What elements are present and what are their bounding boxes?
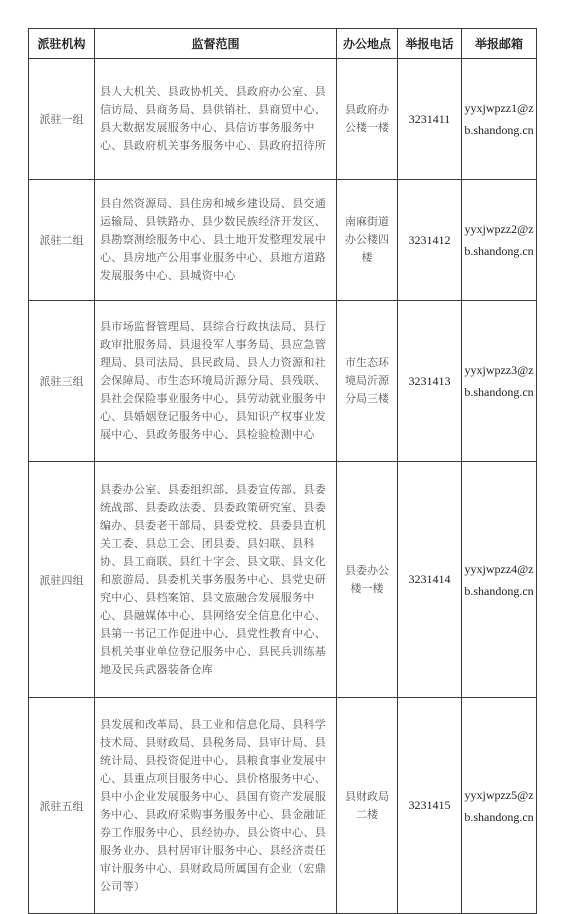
email-cell: yyxjwpzz1@zb.shandong.cn — [462, 59, 537, 180]
unit-cell: 派驻一组 — [29, 59, 95, 180]
scope-cell: 县市场监督管理局、县综合行政执法局、县行政审批服务局、县退役军人事务局、县应急管理局、县司法局、县民政局、县人力资源和社会保障局、市生态环境局沂源分局、县残联、县社会保险事业服务中心、县劳动就业服务中心、县婚姻登记服务中心、县知识产权事业发展中心、县政务服务中心、县检验检测中心 — [95, 301, 337, 462]
scope-cell: 县发展和改革局、县工业和信息化局、县科学技术局、县财政局、县税务局、县审计局、县统计局、县投资促进中心、县粮食事业发展中心、县重点项目服务中心、县价格服务中心、县中小企业发展服务中心、县国有资产发展服务中心、县政府采购事务服务中心、县金融证券工作服务中心、县经协办、县公资中心、县服务业办、县村居审计服务中心、县经济责任审计服务中心、县财政局所属国有企业（宏鼎公司等） — [95, 698, 337, 914]
table-row — [29, 698, 537, 914]
header-scope: 监督范围 — [95, 29, 337, 59]
place-cell: 县委办公楼一楼 — [337, 462, 398, 698]
phone-cell: 3231412 — [398, 180, 462, 301]
unit-cell: 派驻五组 — [29, 698, 95, 914]
header-email: 举报邮箱 — [462, 29, 537, 59]
scope-cell: 县人大机关、县政协机关、县政府办公室、县信访局、县商务局、县供销社、县商贸中心、县大数据发展服务中心、县信访事务服务中心、县政府机关事务服务中心、县政府招待所 — [95, 59, 337, 180]
phone-cell: 3231414 — [398, 462, 462, 698]
place-cell: 县政府办公楼一楼 — [337, 59, 398, 180]
table-row — [29, 180, 537, 301]
header-unit: 派驻机构 — [29, 29, 95, 59]
unit-cell: 派驻三组 — [29, 301, 95, 462]
header-place: 办公地点 — [337, 29, 398, 59]
scope-cell: 县自然资源局、县住房和城乡建设局、县交通运输局、县铁路办、县少数民族经济开发区、县勘察测绘服务中心、县土地开发整理发展中心、县房地产公用事业服务中心、县地方道路发展服务中心、县城资中心 — [95, 180, 337, 301]
phone-cell: 3231413 — [398, 301, 462, 462]
unit-cell: 派驻二组 — [29, 180, 95, 301]
email-cell: yyxjwpzz5@zb.shandong.cn — [462, 698, 537, 914]
table-row — [29, 462, 537, 698]
phone-cell: 3231415 — [398, 698, 462, 914]
table-header-row — [29, 29, 537, 59]
place-cell: 南麻街道办公楼四楼 — [337, 180, 398, 301]
place-cell: 市生态环境局沂源分局三楼 — [337, 301, 398, 462]
email-cell: yyxjwpzz4@zb.shandong.cn — [462, 462, 537, 698]
header-phone: 举报电话 — [398, 29, 462, 59]
email-cell: yyxjwpzz2@zb.shandong.cn — [462, 180, 537, 301]
table-row — [29, 59, 537, 180]
phone-cell: 3231411 — [398, 59, 462, 180]
supervision-table — [28, 28, 537, 914]
place-cell: 县财政局二楼 — [337, 698, 398, 914]
email-cell: yyxjwpzz3@zb.shandong.cn — [462, 301, 537, 462]
scope-cell: 县委办公室、县委组织部、县委宣传部、县委统战部、县委政法委、县委政策研究室、县委编办、县委老干部局、县委党校、县委县直机关工委、县总工会、团县委、县妇联、县科协、县工商联、县红十字会、县文联、县文化和旅游局、县委机关事务服务中心、县党史研究中心、县档案馆、县文旅融合发展服务中心、县融媒体中心、县网络安全信息化中心、县第一书记工作促进中心、县党性教育中心、县机关事业单位登记服务中心、县民兵训练基地及民兵武器装备仓库 — [95, 462, 337, 698]
unit-cell: 派驻四组 — [29, 462, 95, 698]
table-row — [29, 301, 537, 462]
